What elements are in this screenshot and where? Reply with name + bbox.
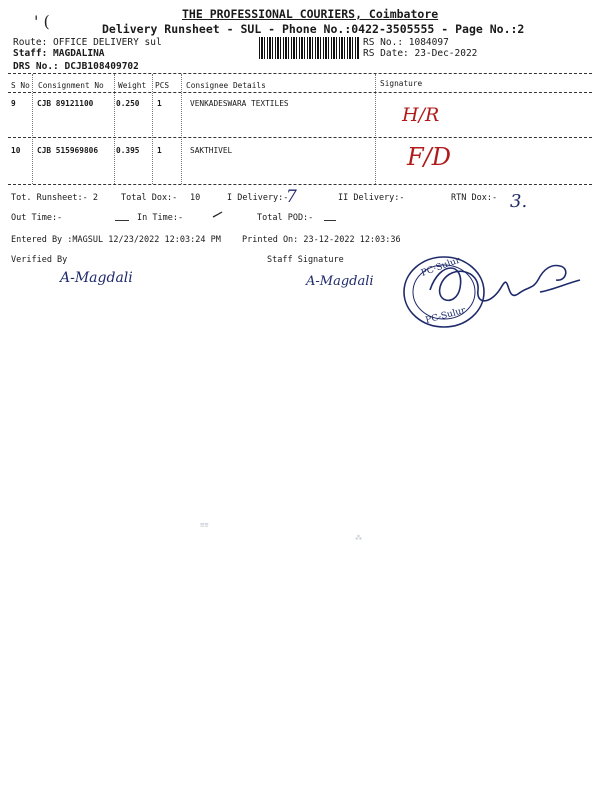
row-consignment: CJB 515969806 bbox=[37, 146, 99, 155]
col-divider bbox=[114, 74, 115, 184]
printed-on: Printed On: 23-12-2022 12:03:36 bbox=[242, 235, 401, 245]
ii-delivery-label: II Delivery:- bbox=[338, 193, 405, 203]
i-delivery-label: I Delivery:- bbox=[227, 193, 289, 203]
drs-label: DRS No.: bbox=[13, 61, 59, 72]
col-header-weight: Weight bbox=[118, 81, 147, 90]
staff-label: Staff: MAGDALINA bbox=[13, 48, 105, 59]
row-weight: 0.250 bbox=[116, 99, 140, 108]
entered-by: Entered By :MAGSUL 12/23/2022 12:03:24 PM bbox=[11, 235, 221, 245]
row-weight: 0.395 bbox=[116, 146, 140, 155]
delivery-scribble-signature bbox=[420, 250, 590, 320]
row-consignee: SAKTHIVEL bbox=[190, 146, 233, 155]
col-header-sno: S No bbox=[11, 81, 30, 90]
rs-number: RS No.: 1084097 bbox=[363, 37, 449, 48]
route-label: Route: OFFICE DELIVERY sul bbox=[13, 37, 162, 48]
in-time-label: In Time:- bbox=[137, 213, 184, 223]
company-title: THE PROFESSIONAL COURIERS, Coimbatore bbox=[182, 7, 439, 21]
verified-by-label: Verified By bbox=[11, 255, 68, 265]
rtn-dox-handwritten: 3. bbox=[510, 191, 528, 212]
total-runsheet: Tot. Runsheet:- 2 bbox=[11, 193, 98, 203]
rtn-dox-label: RTN Dox:- bbox=[451, 193, 498, 203]
barcode bbox=[259, 37, 359, 59]
drs-value: DCJB108409702 bbox=[64, 61, 139, 72]
scan-artifact: ≡≡ bbox=[200, 521, 209, 529]
col-header-consignment: Consignment No bbox=[38, 81, 104, 90]
total-dox-value: 10 bbox=[190, 193, 201, 203]
row-signature-handwritten: H/R bbox=[402, 104, 440, 126]
row-signature-handwritten: F/D bbox=[407, 143, 451, 171]
out-time-dash-mark bbox=[115, 220, 129, 221]
col-divider bbox=[32, 74, 33, 184]
svg-text:PC-Sulur: PC-Sulur bbox=[424, 305, 467, 327]
row-rule bbox=[8, 137, 592, 138]
drs-number bbox=[13, 61, 139, 72]
total-dox-label: Total Dox:- bbox=[121, 193, 178, 203]
staff-handwritten-signature: A-Magdali bbox=[306, 274, 374, 289]
corner-mark: ' ( bbox=[34, 12, 50, 31]
scan-artifact: ⁂ bbox=[355, 534, 362, 542]
col-divider bbox=[375, 74, 376, 184]
runsheet-title: Delivery Runsheet - SUL - Phone No.:0422-3505555 - Page No.:2 bbox=[102, 22, 525, 36]
i-delivery-handwritten: 7 bbox=[286, 187, 297, 207]
col-header-consignee: Consignee Details bbox=[186, 81, 266, 90]
staff-signature-label: Staff Signature bbox=[267, 255, 344, 265]
row-pcs: 1 bbox=[157, 146, 162, 155]
row-sno: 9 bbox=[11, 99, 16, 108]
col-header-signature: Signature bbox=[380, 79, 423, 88]
col-divider bbox=[181, 74, 182, 184]
total-pod-label: Total POD:- bbox=[257, 213, 314, 223]
row-consignee: VENKADESWARA TEXTILES bbox=[190, 99, 289, 108]
table-bottom-rule bbox=[8, 184, 592, 185]
row-consignment: CJB 89121100 bbox=[37, 99, 94, 108]
col-divider bbox=[152, 74, 153, 184]
total-pod-dash-mark bbox=[324, 220, 336, 221]
in-time-tick-mark bbox=[212, 211, 224, 219]
table-top-rule bbox=[8, 73, 592, 74]
row-sno: 10 bbox=[11, 146, 21, 155]
out-time-label: Out Time:- bbox=[11, 213, 63, 223]
verified-signature: A-Magdali bbox=[60, 270, 133, 286]
rs-date: RS Date: 23-Dec-2022 bbox=[363, 48, 478, 59]
row-pcs: 1 bbox=[157, 99, 162, 108]
header-rule bbox=[8, 92, 592, 93]
svg-text:PC·Sulur: PC·Sulur bbox=[419, 255, 462, 279]
col-header-pcs: PCS bbox=[155, 81, 170, 90]
